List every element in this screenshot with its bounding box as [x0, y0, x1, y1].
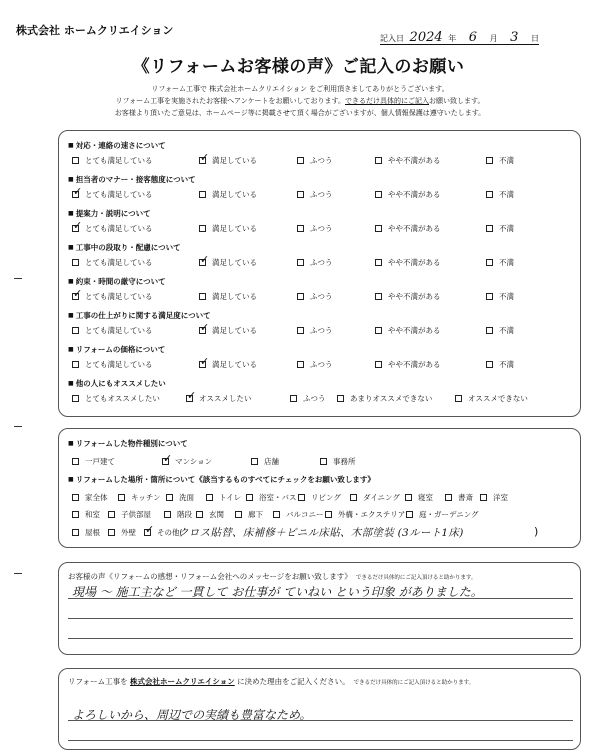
- checkbox[interactable]: [199, 157, 206, 164]
- question-label: ■ 他の人にもオススメしたい: [68, 378, 166, 389]
- property-type-label: ■ リフォームした物件種別について: [68, 438, 188, 449]
- checkbox[interactable]: [72, 511, 79, 518]
- checkbox[interactable]: [199, 327, 206, 334]
- rating-option-label: とても満足している: [85, 292, 153, 301]
- place-option[interactable]: [166, 492, 194, 503]
- place-option-label: 子供部屋: [121, 510, 151, 519]
- voice-note: できるだけ具体的にご記入頂けると助かります。: [355, 575, 477, 581]
- question-label: ■ 提案力・説明について: [68, 208, 151, 219]
- rating-option-label: とてもオススメしたい: [85, 394, 160, 403]
- checkbox[interactable]: [72, 225, 79, 232]
- rating-option-label: やや不満がある: [388, 292, 441, 301]
- checkbox[interactable]: [375, 327, 382, 334]
- place-option[interactable]: [405, 492, 433, 503]
- place-option-label: 和室: [85, 510, 100, 519]
- rating-option-label: オススメしたい: [199, 394, 252, 403]
- rating-option[interactable]: [297, 257, 333, 268]
- voice-heading-text: お客様の声《リフォームの感想・リフォーム会社へのメッセージをお願い致します》: [68, 572, 352, 581]
- place-option-label: 家全体: [85, 493, 108, 502]
- checkbox[interactable]: [320, 458, 327, 465]
- checkbox[interactable]: [297, 361, 304, 368]
- rating-option-label: 不満: [499, 224, 514, 233]
- rating-option-label: やや不満がある: [388, 360, 441, 369]
- place-option[interactable]: [72, 509, 100, 520]
- rating-option[interactable]: [72, 257, 153, 268]
- checkbox[interactable]: [375, 191, 382, 198]
- rating-option[interactable]: [486, 325, 514, 336]
- places-label: ■ リフォームした場所・箇所について《該当するものすべてにチェックをお願い致します》: [68, 474, 375, 485]
- place-option-label: 外構・エクステリア: [338, 510, 406, 519]
- checkbox[interactable]: [186, 395, 193, 402]
- checkbox[interactable]: [199, 259, 206, 266]
- rating-option-label: やや不満がある: [388, 156, 441, 165]
- checkbox[interactable]: [375, 293, 382, 300]
- checkbox[interactable]: [196, 511, 203, 518]
- rating-option[interactable]: [486, 155, 514, 166]
- rating-option[interactable]: [486, 257, 514, 268]
- checkbox[interactable]: [375, 259, 382, 266]
- intro-line-2c: お願い致します。: [429, 97, 485, 105]
- checkbox[interactable]: [337, 395, 344, 402]
- rating-option[interactable]: [486, 223, 514, 234]
- checkbox[interactable]: [298, 494, 305, 501]
- rating-option[interactable]: [375, 155, 441, 166]
- rating-option-label: 満足している: [212, 360, 257, 369]
- checkbox[interactable]: [486, 157, 493, 164]
- checkbox[interactable]: [375, 361, 382, 368]
- place-option-label: ダイニング: [363, 493, 400, 502]
- rating-option-label: 満足している: [212, 156, 257, 165]
- checkbox[interactable]: [72, 157, 79, 164]
- property-option[interactable]: [162, 456, 212, 467]
- date-year: 2024: [409, 30, 443, 45]
- rating-option-label: ふつう: [310, 360, 333, 369]
- rating-option-label: 不満: [499, 190, 514, 199]
- checkbox[interactable]: [480, 494, 487, 501]
- place-option[interactable]: [196, 509, 224, 520]
- checkbox[interactable]: [375, 225, 382, 232]
- intro-line-3: お客様より頂いたご意見は、ホームページ等に掲載させて頂く場合がございますが、個人情報保護は遵守いたします。: [114, 109, 486, 117]
- place-option[interactable]: [325, 509, 405, 520]
- place-option[interactable]: [164, 509, 192, 520]
- rating-option-label: とても満足している: [85, 156, 153, 165]
- rating-option[interactable]: [199, 359, 257, 370]
- rating-option[interactable]: [72, 291, 153, 302]
- rating-option-label: 不満: [499, 360, 514, 369]
- question-label: ■ 工事の仕上がりに関する満足度について: [68, 310, 211, 321]
- rating-option[interactable]: [486, 359, 514, 370]
- rating-option[interactable]: [297, 155, 333, 166]
- place-option-label: 洗面: [179, 493, 194, 502]
- rating-option[interactable]: [375, 291, 441, 302]
- rating-option-label: 満足している: [212, 292, 257, 301]
- date-underline: [380, 44, 539, 45]
- place-option[interactable]: [108, 527, 136, 538]
- checkbox[interactable]: [72, 529, 79, 536]
- rating-option[interactable]: [72, 155, 153, 166]
- property-option-label: 店舗: [264, 457, 279, 466]
- checkbox[interactable]: [166, 494, 173, 501]
- rating-option-label: とても満足している: [85, 190, 153, 199]
- property-option[interactable]: [320, 456, 356, 467]
- rating-option-label: 満足している: [212, 224, 257, 233]
- date-day: 3: [510, 30, 519, 45]
- place-option[interactable]: [246, 492, 297, 503]
- place-option-label: バルコニー: [286, 510, 324, 519]
- place-option[interactable]: [350, 492, 400, 503]
- rating-option[interactable]: [72, 189, 153, 200]
- rating-option-label: ふつう: [310, 156, 333, 165]
- rating-option[interactable]: [72, 359, 153, 370]
- reason-heading: [68, 676, 474, 687]
- checkbox[interactable]: [445, 494, 452, 501]
- question-label: ■ リフォームの価格について: [68, 344, 165, 355]
- rating-option-label: あまりオススメできない: [350, 394, 433, 403]
- margin-mark: [14, 426, 22, 427]
- property-option[interactable]: [72, 456, 115, 467]
- checkbox[interactable]: [199, 225, 206, 232]
- rating-option-label: オススメできない: [468, 394, 528, 403]
- place-option-label: 外壁: [121, 528, 136, 537]
- place-option-label: 洋室: [493, 493, 508, 502]
- rating-option-label: とても満足している: [85, 360, 153, 369]
- intro-line-2b: できるだけ具体的にご記入: [345, 97, 429, 105]
- rating-option[interactable]: [290, 393, 326, 404]
- rating-option-label: やや不満がある: [388, 326, 441, 335]
- property-option[interactable]: [251, 456, 279, 467]
- rating-option[interactable]: [375, 257, 441, 268]
- place-option-label: 庭・ガーデニング: [419, 510, 479, 519]
- checkbox[interactable]: [199, 293, 206, 300]
- place-option[interactable]: [118, 492, 160, 503]
- place-option-label: その他(: [157, 528, 183, 537]
- checkbox[interactable]: [164, 511, 171, 518]
- rating-option-label: ふつう: [310, 326, 333, 335]
- place-option-label: トイレ: [219, 493, 242, 502]
- place-option-label: 廊下: [248, 510, 263, 519]
- checkbox[interactable]: [118, 494, 125, 501]
- date-label: 記入日: [380, 34, 404, 43]
- rating-option[interactable]: [199, 189, 257, 200]
- place-option[interactable]: [480, 492, 508, 503]
- rating-option[interactable]: [186, 393, 251, 404]
- checkbox[interactable]: [108, 529, 115, 536]
- checkbox[interactable]: [486, 327, 493, 334]
- question-label: ■ 担当者のマナー・接客態度について: [68, 174, 196, 185]
- date-year-unit: 年: [448, 34, 457, 43]
- intro-line-1: リフォーム工事で 株式会社ホームクリエイション をご利用頂きましてありがとうございます。: [151, 85, 449, 93]
- checkbox[interactable]: [144, 529, 151, 536]
- checkbox[interactable]: [72, 361, 79, 368]
- checkbox[interactable]: [486, 361, 493, 368]
- rating-option-label: とても満足している: [85, 224, 153, 233]
- place-option-label: 浴室・バス: [259, 493, 297, 502]
- checkbox[interactable]: [297, 327, 304, 334]
- rating-option[interactable]: [297, 325, 333, 336]
- place-option-label: 階段: [177, 510, 192, 519]
- rating-option[interactable]: [486, 291, 514, 302]
- checkbox[interactable]: [199, 191, 206, 198]
- rating-option-label: ふつう: [310, 190, 333, 199]
- place-option-label: キッチン: [131, 493, 161, 502]
- rating-option[interactable]: [486, 189, 514, 200]
- place-option-label: 屋根: [85, 528, 100, 537]
- rating-option[interactable]: [297, 291, 333, 302]
- place-option[interactable]: [72, 492, 108, 503]
- checkbox[interactable]: [325, 511, 332, 518]
- place-option[interactable]: [144, 527, 182, 538]
- checkbox[interactable]: [290, 395, 297, 402]
- rating-option[interactable]: [337, 393, 432, 404]
- checkbox[interactable]: [486, 191, 493, 198]
- rating-option[interactable]: [375, 189, 441, 200]
- date-field: [380, 30, 539, 45]
- reason-note: できるだけ具体的にご記入頂けると助かります。: [353, 680, 475, 686]
- date-month-unit: 月: [489, 34, 498, 43]
- checkbox[interactable]: [297, 157, 304, 164]
- checkbox[interactable]: [235, 511, 242, 518]
- place-option[interactable]: [108, 509, 151, 520]
- checkbox[interactable]: [375, 157, 382, 164]
- checkbox[interactable]: [72, 293, 79, 300]
- question-label: ■ 対応・連絡の速さについて: [68, 140, 166, 151]
- question-label: ■ 約束・時間の厳守について: [68, 276, 166, 287]
- voice-handwritten-text[interactable]: 現場 ～ 施工主など 一貫して お仕事が ていねい という印象 がありました。: [72, 585, 483, 599]
- checkbox[interactable]: [72, 494, 79, 501]
- margin-mark: [14, 573, 22, 574]
- place-option[interactable]: [298, 492, 341, 503]
- question-label: ■ 工事中の段取り・配慮について: [68, 242, 181, 253]
- checkbox[interactable]: [206, 494, 213, 501]
- checkbox[interactable]: [486, 293, 493, 300]
- rating-option[interactable]: [72, 325, 153, 336]
- date-day-unit: 日: [530, 34, 539, 43]
- reason-prefix: リフォーム工事を: [68, 677, 128, 686]
- page-title: 《リフォームお客様の声》ご記入のお願い: [132, 57, 465, 77]
- company-name: 株式会社 ホームクリエイション: [16, 24, 174, 37]
- other-handwritten-text: クロス貼替、床補修＋ビニル床貼、木部塗装 (3ルート1床): [178, 527, 464, 539]
- checkbox[interactable]: [72, 327, 79, 334]
- rating-option-label: ふつう: [310, 258, 333, 267]
- rating-option-label: やや不満がある: [388, 258, 441, 267]
- rating-option-label: 不満: [499, 326, 514, 335]
- rating-option[interactable]: [455, 393, 528, 404]
- rating-option[interactable]: [297, 223, 333, 234]
- place-option[interactable]: [445, 492, 473, 503]
- intro-text: [20, 83, 580, 119]
- checkbox[interactable]: [162, 458, 169, 465]
- ruled-line: [68, 740, 573, 741]
- property-option-label: 一戸建て: [85, 457, 115, 466]
- checkbox[interactable]: [251, 458, 258, 465]
- checkbox[interactable]: [486, 259, 493, 266]
- rating-option-label: 満足している: [212, 258, 257, 267]
- rating-option-label: とても満足している: [85, 326, 153, 335]
- place-option[interactable]: [72, 527, 100, 538]
- rating-option-label: 不満: [499, 292, 514, 301]
- property-option-label: マンション: [175, 457, 213, 466]
- voice-heading: [68, 571, 476, 582]
- checkbox[interactable]: [297, 259, 304, 266]
- place-option-label: リビング: [311, 493, 341, 502]
- ruled-line: [68, 638, 573, 639]
- rating-option-label: 満足している: [212, 326, 257, 335]
- rating-option-label: やや不満がある: [388, 224, 441, 233]
- reason-company: 株式会社ホームクリエイション: [130, 677, 235, 686]
- rating-option[interactable]: [72, 393, 160, 404]
- rating-option[interactable]: [199, 291, 257, 302]
- checkbox[interactable]: [72, 458, 79, 465]
- checkbox[interactable]: [406, 511, 413, 518]
- checkbox[interactable]: [108, 511, 115, 518]
- date-month: 6: [468, 30, 478, 45]
- rating-option-label: 不満: [499, 156, 514, 165]
- place-option-label: 玄関: [209, 510, 224, 519]
- checkbox[interactable]: [350, 494, 357, 501]
- rating-option[interactable]: [199, 257, 257, 268]
- rating-option-label: ふつう: [310, 292, 333, 301]
- checkbox[interactable]: [199, 361, 206, 368]
- checkbox[interactable]: [297, 225, 304, 232]
- rating-option[interactable]: [375, 223, 441, 234]
- checkbox[interactable]: [72, 259, 79, 266]
- checkbox[interactable]: [273, 511, 280, 518]
- rating-option-label: とても満足している: [85, 258, 153, 267]
- reason-handwritten-text[interactable]: よろしいから、周辺での実績も豊富なため。: [72, 708, 312, 722]
- checkbox[interactable]: [405, 494, 412, 501]
- checkbox[interactable]: [246, 494, 253, 501]
- rating-option[interactable]: [297, 189, 333, 200]
- place-option-label: 書斎: [458, 493, 473, 502]
- rating-option-label: 不満: [499, 258, 514, 267]
- place-option[interactable]: [206, 492, 241, 503]
- intro-line-2: [20, 95, 580, 107]
- property-option-label: 事務所: [333, 457, 356, 466]
- place-option[interactable]: [235, 509, 263, 520]
- place-option-label: 寝室: [418, 493, 433, 502]
- reason-suffix: に決めた理由をご記入ください。: [237, 677, 350, 686]
- rating-option-label: ふつう: [310, 224, 333, 233]
- rating-option[interactable]: [199, 223, 257, 234]
- rating-option[interactable]: [375, 359, 441, 370]
- place-option[interactable]: [406, 509, 479, 520]
- checkbox[interactable]: [297, 191, 304, 198]
- rating-option-label: 満足している: [212, 190, 257, 199]
- rating-option-label: ふつう: [303, 394, 326, 403]
- checkbox[interactable]: [72, 191, 79, 198]
- checkbox[interactable]: [486, 225, 493, 232]
- margin-mark: [14, 278, 22, 279]
- checkbox[interactable]: [72, 395, 79, 402]
- checkbox[interactable]: [297, 293, 304, 300]
- rating-option[interactable]: [199, 325, 257, 336]
- place-option[interactable]: [273, 509, 324, 520]
- checkbox[interactable]: [455, 395, 462, 402]
- rating-option[interactable]: [72, 223, 153, 234]
- ruled-line: [68, 618, 573, 619]
- rating-option[interactable]: [375, 325, 441, 336]
- intro-line-2a: リフォーム工事を実施されたお客様へアンケートをお願いしております。: [115, 97, 345, 105]
- rating-option[interactable]: [199, 155, 257, 166]
- other-close-paren: ): [534, 525, 539, 538]
- rating-option-label: やや不満がある: [388, 190, 441, 199]
- rating-option[interactable]: [297, 359, 333, 370]
